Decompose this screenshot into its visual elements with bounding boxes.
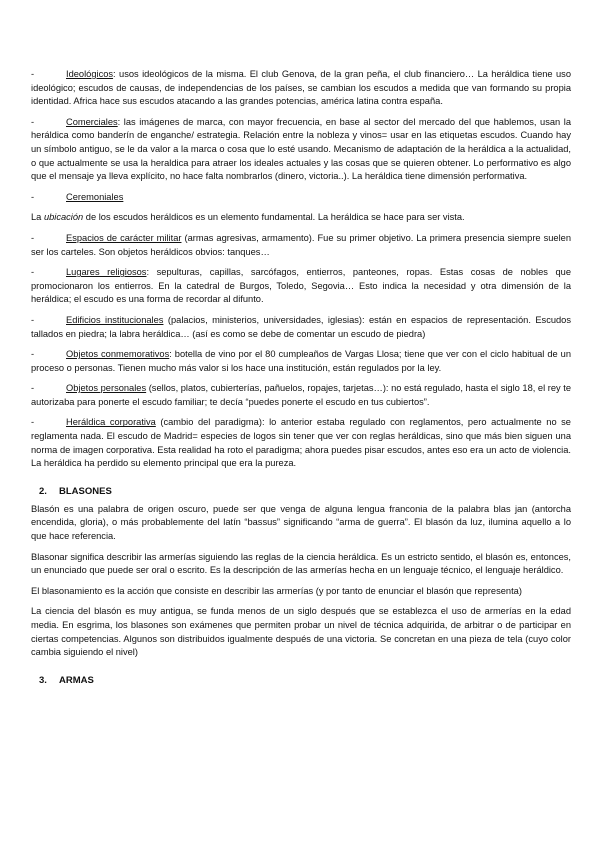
paragraph: Blasonar significa describir las armerías siguiendo las reglas de la ciencia heráldica. Es un estricto sentido, el blasón es, entonces, un enunciado que puede ser oral o escrito. Es la descripción de las armerías hecha en un lenguaje técnico, el lenguaje heráldico.: [31, 551, 571, 576]
term-institucionales: Edificios institucionales: [66, 314, 164, 325]
bullet-dash: -: [31, 116, 35, 127]
bullet-dash: -: [31, 232, 35, 243]
bullet-dash: -: [31, 69, 35, 79]
list-item-institucionales: [31, 314, 571, 341]
list-item-conmemorativos: [31, 348, 571, 375]
section-number: 3.: [39, 674, 47, 686]
bullet-dash: -: [31, 383, 35, 394]
paragraph: Blasón es una palabra de origen oscuro, puede ser que venga de alguna lengua franconia de la palabra blas jan (antorcha encendida, gloria), o más probablemente del latín “bassus” significando “arma de guerra”. El blasón da luz, ilumina aquello a lo que hace referencia.: [31, 503, 571, 542]
section-number: 2.: [39, 485, 47, 497]
text-corporativa: (cambio del paradigma): lo anterior estaba regulado con reglamentos, pero actualmente no se reglamenta nada. El escudo de Madrid= especies de logos sin tener que ver con reglas heráldicas, sino que más bien siguen una norma de imagen corporativa. Esta realidad ha roto el paradigma; ahora puedes pisar escudos, antes eso era un acto de violencia. La heráldica ha perdido su elemento principal que era la pureza.: [31, 417, 571, 469]
section-title: BLASONES: [59, 485, 112, 497]
list-item-comerciales: [31, 116, 571, 184]
text-conmemorativos: : botella de vino por el 80 cumpleaños de Vargas Llosa; tiene que ver con el ciclo habitual de un proceso o personas. Tienen mucho más valor si los hace una institución, están regulados por la ley.: [31, 349, 572, 373]
list-item-corporativa: [31, 416, 571, 470]
list-item-militar: [31, 232, 571, 259]
term-comerciales: Comerciales: [66, 116, 118, 127]
term-corporativa: Heráldica corporativa: [66, 417, 156, 428]
ubicacion-post: de los escudos heráldicos es un elemento fundamental. La heráldica se hace para ser vista.: [83, 212, 465, 223]
ubicacion-pre: La: [31, 212, 44, 223]
bullet-dash: -: [31, 314, 35, 325]
term-ideologicos: Ideológicos: [66, 69, 114, 79]
text-institucionales: (palacios, ministerios, universidades, iglesias): están en espacios de representación. Escudos tallados en piedra; la labra heráldica… (así es como se debe de comentar un escudo de piedra): [31, 314, 571, 339]
text-militar: (armas agresivas, armamento). Fue su primer objetivo. La primera presencia siempre suelen ser los carteles. Son objetos heráldicos obvios: tanques…: [31, 232, 571, 257]
ubicacion-term: ubicación: [43, 212, 84, 223]
section-heading-armas: [31, 674, 571, 687]
bullet-dash: -: [31, 267, 35, 278]
paragraph: La ciencia del blasón es muy antigua, se funda menos de un siglo después que se establezca el uso de armerías en la edad media. En esgrima, los blasones son exámenes que permiten probar un nivel de técnica adquirida, de arbitrar o de participar en ciertas competencias. Algunos son distribuidos igualmente después de una victoria. Se concretan en una pieza de tela (cuyo color cambia siguiendo el nivel): [31, 606, 571, 658]
term-militar: Espacios de carácter militar: [66, 232, 182, 243]
bullet-dash: -: [31, 417, 35, 428]
document-body: [31, 68, 571, 692]
list-item-personales: [31, 382, 571, 409]
term-ceremoniales: Ceremoniales: [66, 191, 124, 202]
list-item-ideologicos: [31, 68, 571, 109]
text-ideologicos: : usos ideológicos de la misma. El club Genova, de la gran peña, el club financiero… La heráldica tiene uso ideológico; escudos de causas, de independencias de los países, se cambian los escudos a medida que van formando su propia identidad. Africa hace sus escudos atacando a las grandes potencias, américa latina contra españa.: [31, 69, 571, 107]
section-heading-blasones: [31, 485, 571, 498]
list-item-ceremoniales: [31, 191, 571, 205]
term-personales: Objetos personales: [66, 383, 147, 394]
text-religiosos: : sepulturas, capillas, sarcófagos, entierros, panteones, ropas. Estas cosas de nobles que promocionaron los entierros. En la catedral de Burgos, Toledo, Segovia… Esto indica la necesidad y otra dimensión de la heráldica; el escudo es una forma de recordar al difunto.: [31, 267, 572, 305]
paragraph: El blasonamiento es la acción que consiste en describir las armerías (y por tanto de enunciar el blasón que representa): [31, 585, 522, 596]
bullet-dash: -: [31, 191, 35, 202]
text-personales: (sellos, platos, cubierterías, pañuelos, ropajes, tarjetas…): no está regulado, hasta el siglo 18, el rey te autorizaba para ponerte el escudo familiar; te decía “puedes ponerte el escudo en tus cubiertos”.: [31, 383, 572, 407]
list-item-religiosos: [31, 266, 571, 307]
term-conmemorativos: Objetos conmemorativos: [66, 349, 170, 360]
section-title: ARMAS: [59, 674, 94, 686]
ubicacion-paragraph: [31, 211, 571, 225]
bullet-dash: -: [31, 349, 35, 360]
term-religiosos: Lugares religiosos: [66, 267, 147, 278]
text-comerciales: : las imágenes de marca, con mayor frecuencia, en base al sector del mercado del que hablemos, usan la heráldica como banderín de enganche/ estrategia. Relación entre la nobleza y vinos= usar en las etiquetas escudos. Cuando hay un símbolo antiguo, se le da valor a la marca o cosa que lo esté usando. Mecanismo de adaptación de la heráldica a la actualidad, o que actualmente se usa la heraldica para atraer los ideales actuales y las cosas que se quieren obtener. Lo performativo es algo que el mensaje ya lleva explícito, no hace falta nombrarlos (dinero, victoria..). La heráldica tiene dimensión performativa.: [31, 116, 571, 182]
